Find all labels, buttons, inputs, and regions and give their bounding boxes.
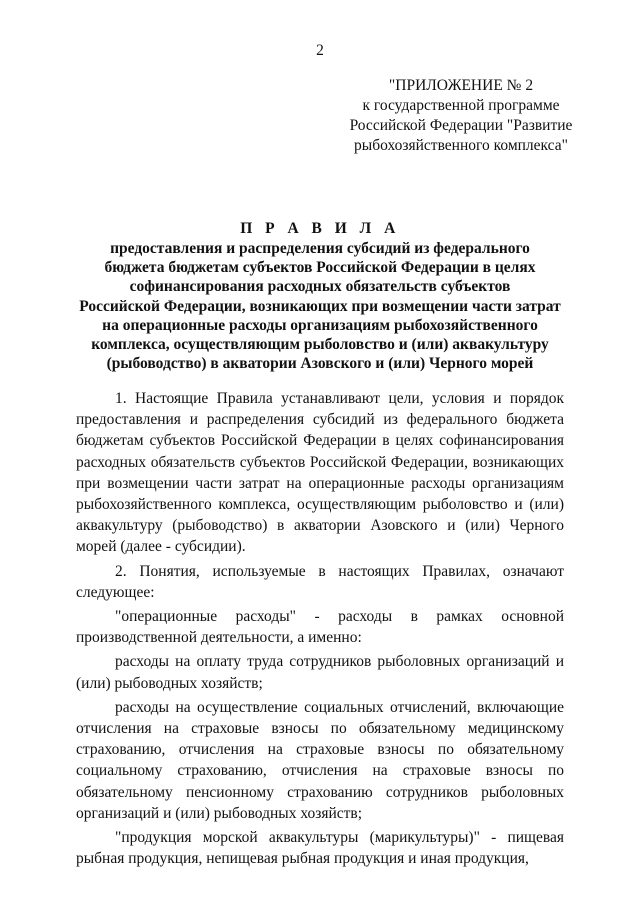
appendix-header [330, 76, 592, 156]
appendix-line: "ПРИЛОЖЕНИЕ № 2 [388, 77, 534, 94]
appendix-line: к государственной программе [362, 97, 560, 114]
paragraph: расходы на оплату труда сотрудников рыболовных организаций и (или) рыбоводных хозяйств; [76, 653, 564, 692]
document-title: П Р А В И Л А [240, 220, 400, 237]
appendix-line: рыбохозяйственного комплекса" [354, 137, 568, 154]
paragraph: "продукция морской аквакультуры (марикультуры)" - пищевая рыбная продукция, непищевая рыбная продукция и иная продукция, [76, 829, 564, 868]
document-subtitle [70, 239, 570, 373]
paragraph: "операционные расходы" - расходы в рамках основной производственной деятельности, а именно: [76, 608, 564, 647]
document-body [76, 388, 564, 872]
subtitle-line: на операционные расходы организациям рыбохозяйственного [102, 316, 538, 334]
paragraph: расходы на осуществление социальных отчислений, включающие отчисления на страховые взносы по обязательному медицинскому страхованию, отчисления на страховые взносы по обязательному социальному страхованию, отчисления на страховые взносы по обязательному пенсионному страхованию сотрудников рыболовных организаций и (или) рыбоводных хозяйств; [76, 698, 564, 822]
page-number: 2 [316, 42, 324, 59]
paragraph: 2. Понятия, используемые в настоящих Правилах, означают следующее: [76, 562, 564, 601]
subtitle-line: (рыбоводство) в акватории Азовского и (или) Черного морей [106, 355, 534, 373]
subtitle-line: комплекса, осуществляющим рыболовство и (или) аквакультуру [91, 336, 549, 354]
appendix-line: Российской Федерации "Развитие [349, 117, 573, 134]
subtitle-line: софинансирования расходных обязательств субъектов [129, 278, 511, 296]
subtitle-line: предоставления и распределения субсидий из федерального [110, 240, 530, 257]
subtitle-line: Российской Федерации, возникающих при возмещении части затрат [79, 297, 561, 315]
subtitle-line: бюджета бюджетам субъектов Российской Федерации в целях [104, 259, 536, 277]
paragraph: 1. Настоящие Правила устанавливают цели, условия и порядок предоставления и распределения субсидий из федерального бюджета бюджетам субъектов Российской Федерации в целях софинансирования расходных обязательств субъектов Российской Федерации, возникающих при возмещении части затрат на операционные расходы организациям рыбохозяйственного комплекса, осуществляющим рыболовство и (или) аквакультуру (рыбоводство) в акватории Азовского и (или) Черного морей (далее - субсидии). [76, 390, 564, 556]
